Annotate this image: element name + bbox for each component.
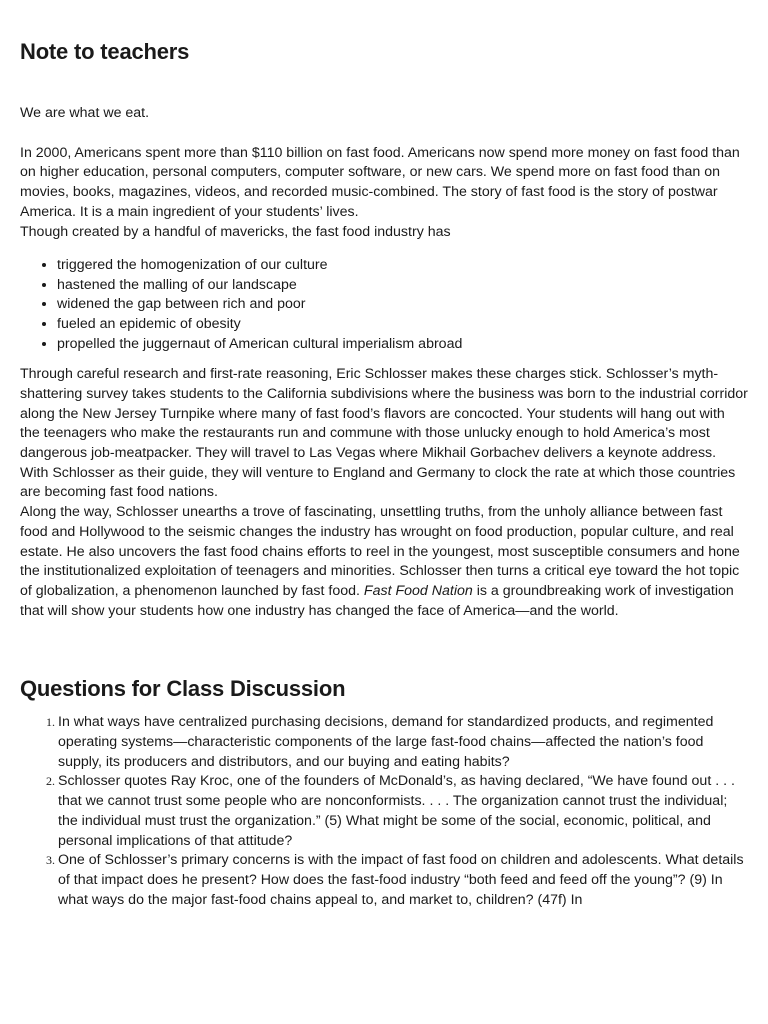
question-item — [58, 851, 748, 910]
along-text-start: Along the way, Schlosser unearths a trove of fascinating, unsettling truths, from the unholy alliance between fast food and Hollywood to the seismic changes the industry has wrought on food production, popular culture, and real estate. He also uncovers the fast food chains efforts to reel in the youngest, most susceptible consumers and hone the institutionalized exploitation of teenagers and minorities. Schlosser then turns a critical eye toward the hot topic of globalization, a phenomenon launched by fast food. — [20, 504, 740, 599]
research-text: Through careful research and first-rate reasoning, Eric Schlosser makes these charges stick. Schlosser’s myth-shattering survey takes students to the California subdivisions where the business was born to the industrial corridor along the New Jersey Turnpike where many of fast food’s flavors are concocted. Your students will hang out with the teenagers who make the restaurants run and commune with those unlucky enough to hold America’s most dangerous job-meatpacker. They will travel to Las Vegas where Mikhail Gorbachev delivers a keynote address. With Schlosser as their guide, they will venture to England and Germany to clock the rate at which those countries are becoming fast food nations. — [20, 366, 748, 501]
note-heading: Note to teachers — [20, 39, 190, 64]
along-text-end: is a groundbreaking work of investigation that will show your students how one industry has changed the face of America—and the world. — [20, 582, 734, 619]
tagline: We are what we eat. — [20, 105, 150, 121]
intro-line: In 2000, Americans spent more than $110 billion on fast food. Americans now spend more money on fast food than on higher education, personal computers, computer software, or new cars. We spend more on fast food than on movies, books, magazines, videos, and recorded music-combined. The story of fast food is the story of postwar America. It is a main ingredient of your students’ lives. — [20, 144, 740, 220]
question-text: In what ways have centralized purchasing decisions, demand for standardized products, and regimented operating systems—characteristic components of the large fast-food chains—affected the nation’s food supply, its producers and distributors, and our buying and eating habits? — [58, 714, 714, 770]
question-text: Schlosser quotes Ray Kroc, one of the founders of McDonald’s, as having declared, “We have found out . . . that we cannot trust some people who are nonconformists. . . . The organization cannot trust the individual; the individual must trust the organization.” (5) What might be some of the social, economic, political, and personal implications of that attitude? — [58, 773, 735, 849]
intro-paragraph — [20, 144, 748, 243]
research-paragraph — [20, 365, 748, 621]
list-item: • fueled an epidemic of obesity — [57, 315, 748, 335]
intro-line: Though created by a handful of mavericks, the fast food industry has — [20, 223, 451, 240]
question-item — [58, 713, 748, 772]
questions-heading: Questions for Class Discussion — [20, 676, 346, 702]
list-item: • triggered the homogenization of our culture — [57, 256, 748, 276]
question-item — [58, 772, 748, 851]
list-item: • propelled the juggernaut of American cultural imperialism abroad — [57, 335, 748, 355]
list-item: • hastened the malling of our landscape — [57, 276, 748, 296]
list-item: • widened the gap between rich and poor — [57, 295, 748, 315]
question-text: One of Schlosser’s primary concerns is with the impact of fast food on children and adolescents. What details of that impact does he present? How does the fast-food industry “both feed and feed off the young”? (9) In what ways do the major fast-food chains appeal to, and market to, children? (47f) In — [58, 852, 744, 908]
questions-list — [20, 713, 748, 910]
impact-list — [20, 256, 748, 354]
book-title: Fast Food Nation — [363, 582, 473, 599]
